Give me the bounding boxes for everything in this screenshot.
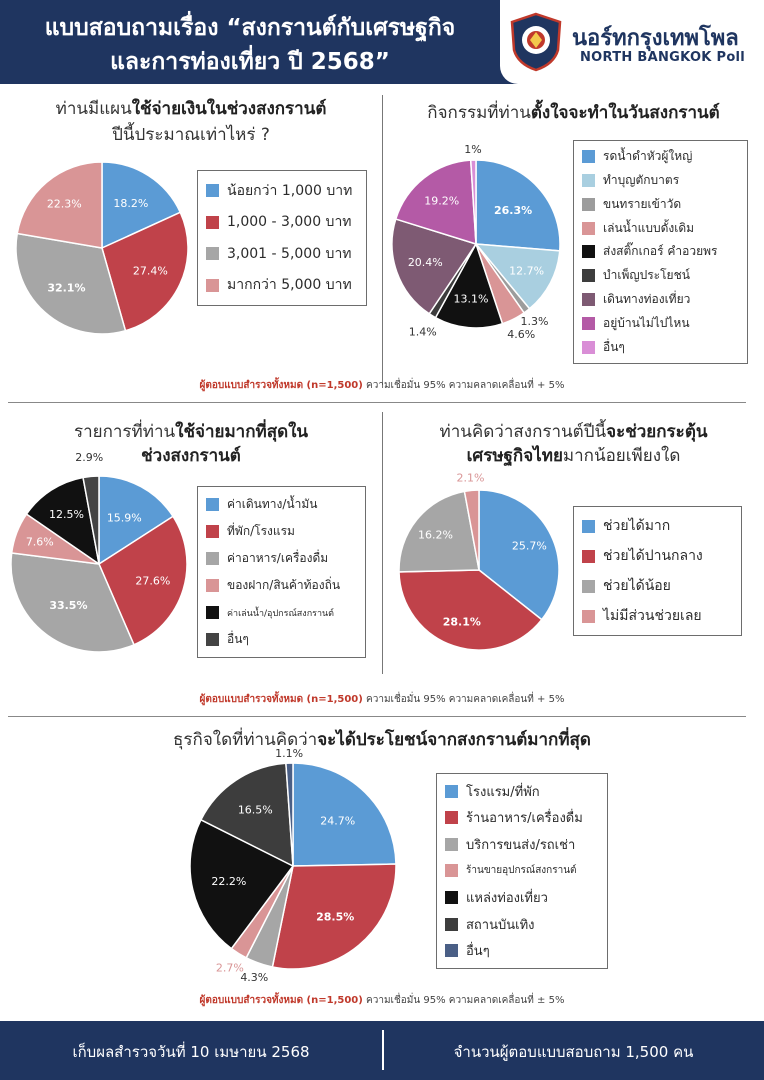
legend-label: 3,001 - 5,000 บาท	[227, 245, 352, 262]
horizontal-divider-2	[8, 716, 746, 717]
legend-swatch	[582, 341, 595, 354]
legend-item-activities-3	[582, 216, 694, 240]
pie-label-activities-4: 13.1%	[453, 292, 489, 306]
legend-swatch	[445, 838, 458, 851]
legend-economy-boost	[573, 506, 742, 636]
legend-label: ค่าอาหาร/เครื่องดื่ม	[227, 551, 329, 565]
section-title-top-expense: รายการที่ท่านใช้จ่ายมากที่สุดใน ช่วงสงกรานต์	[73, 422, 309, 466]
legend-label: ส่งสติ๊กเกอร์ คำอวยพร	[603, 244, 718, 259]
brand-name-thai: นอร์ทกรุงเทพโพล	[572, 26, 739, 51]
legend-swatch	[206, 552, 219, 565]
legend-label: ทำบุญตักบาตร	[603, 173, 680, 188]
legend-label: สถานบันเทิง	[466, 917, 535, 933]
legend-label: 1,000 - 3,000 บาท	[227, 214, 352, 231]
pie-label-beneficiary-1: 28.5%	[316, 910, 355, 924]
legend-label: ช่วยได้ปานกลาง	[603, 548, 703, 564]
pie-label-spending-1: 27.4%	[132, 264, 168, 278]
pie-label-activities-8: 1%	[464, 143, 482, 157]
pie-label-economy_boost-1: 28.1%	[442, 615, 481, 629]
legend-swatch	[206, 606, 219, 619]
pie-chart-activities	[384, 140, 574, 350]
survey-date: เก็บผลสำรวจวันที่ 10 เมษายน 2568	[72, 1043, 310, 1061]
legend-item-beneficiary-4	[445, 884, 548, 911]
legend-item-activities-0	[582, 145, 692, 169]
pie-label-top_expense-2: 33.5%	[49, 598, 88, 612]
pie-label-beneficiary-4: 22.2%	[211, 875, 247, 889]
legend-swatch	[206, 216, 219, 229]
respondent-count: จำนวนผู้ตอบแบบสอบถาม 1,500 คน	[453, 1043, 694, 1061]
legend-label: อยู่บ้านไม่ไปไหน	[603, 315, 690, 330]
legend-item-beneficiary-6	[445, 937, 490, 964]
legend-label: ของฝาก/สินค้าท้องถิ่น	[227, 578, 341, 592]
legend-swatch	[582, 550, 595, 563]
legend-swatch	[445, 785, 458, 798]
legend-item-top_expense-3	[206, 572, 340, 599]
legend-item-economy_boost-2	[582, 571, 671, 601]
legend-label: อื่นๆ	[466, 944, 490, 960]
pie-label-top_expense-1: 27.6%	[135, 574, 171, 588]
legend-swatch	[582, 317, 595, 330]
horizontal-divider-1	[8, 402, 746, 403]
pie-label-activities-7: 19.2%	[424, 194, 460, 208]
pie-label-economy_boost-3: 2.1%	[456, 471, 485, 485]
legend-swatch	[582, 222, 595, 235]
section-title-spending: ท่านมีแผนใช้จ่ายเงินในช่วงสงกรานต์ ปีนี้ประมาณเท่าไหร่ ?	[55, 99, 327, 145]
pie-label-activities-2: 1.3%	[520, 314, 549, 328]
pie-label-beneficiary-5: 16.5%	[237, 803, 273, 817]
section-title-activities: กิจกรรมที่ท่านตั้งใจจะทำในวันสงกรานต์	[427, 103, 720, 123]
legend-label: ขนทรายเข้าวัด	[603, 196, 682, 211]
legend-label: ร้านขายอุปกรณ์สงกรานต์	[466, 865, 577, 877]
legend-item-spending-1	[206, 207, 352, 239]
legend-label: เดินทางท่องเที่ยว	[603, 292, 691, 307]
vertical-divider-top	[382, 95, 383, 385]
pie-label-beneficiary-2: 4.3%	[240, 970, 269, 984]
legend-item-activities-1	[582, 169, 679, 193]
pie-label-economy_boost-2: 16.2%	[418, 528, 453, 542]
pie-chart-beneficiary	[186, 748, 406, 984]
legend-top-expense	[197, 486, 366, 658]
survey-note-3: ผู้ตอบแบบสำรวจทั้งหมด (n=1,500) ความเชื่อมั่น 95% ความคลาดเคลื่อนที่ ± 5%	[199, 995, 565, 1006]
legend-item-activities-7	[582, 311, 690, 335]
legend-swatch	[582, 174, 595, 187]
legend-swatch	[206, 184, 219, 197]
legend-swatch	[582, 245, 595, 258]
section-title-beneficiary: ธุรกิจใดที่ท่านคิดว่าจะได้ประโยชน์จากสงกรานต์มากที่สุด	[173, 730, 591, 750]
legend-label: เล่นน้ำแบบดั้งเดิม	[603, 220, 695, 235]
legend-item-activities-5	[582, 264, 690, 288]
legend-label: ช่วยได้มาก	[603, 518, 671, 534]
section-title-economy: ท่านคิดว่าสงกรานต์ปีนี้จะช่วยกระตุ้น เศรษฐกิจไทยมากน้อยเพียงใด	[439, 422, 708, 466]
pie-label-activities-0: 26.3%	[494, 203, 533, 217]
legend-label: อื่นๆ	[603, 339, 625, 354]
pie-label-spending-3: 22.3%	[46, 197, 82, 211]
pie-label-top_expense-5: 2.9%	[75, 451, 104, 465]
pie-label-top_expense-3: 7.6%	[25, 535, 54, 549]
pie-label-activities-5: 1.4%	[408, 325, 437, 339]
legend-swatch	[206, 525, 219, 538]
legend-swatch	[445, 891, 458, 904]
legend-swatch	[582, 150, 595, 163]
legend-item-activities-2	[582, 193, 681, 217]
legend-swatch	[582, 293, 595, 306]
pie-label-economy_boost-0: 25.7%	[511, 539, 547, 553]
legend-label: มากกว่า 5,000 บาท	[227, 277, 352, 294]
legend-activities	[573, 140, 748, 364]
brand-name-english: NORTH BANGKOK Poll	[580, 50, 746, 65]
legend-swatch	[206, 279, 219, 292]
university-seal-icon	[508, 12, 564, 72]
pie-chart-economy-boost	[384, 471, 574, 664]
legend-swatch	[206, 247, 219, 260]
legend-swatch	[582, 580, 595, 593]
legend-swatch	[582, 610, 595, 623]
legend-label: ร้านอาหาร/เครื่องดื่ม	[466, 811, 583, 827]
legend-swatch	[445, 864, 458, 877]
legend-label: รดน้ำดำหัวผู้ใหญ่	[603, 149, 693, 164]
legend-swatch	[582, 198, 595, 211]
pie-label-top_expense-0: 15.9%	[106, 511, 142, 525]
legend-item-top_expense-1	[206, 518, 295, 545]
legend-label: บำเพ็ญประโยชน์	[603, 268, 690, 283]
legend-label: อื่นๆ	[227, 632, 249, 646]
pie-chart-top-expense	[0, 451, 196, 664]
legend-item-beneficiary-0	[445, 778, 540, 805]
legend-beneficiary	[436, 773, 608, 969]
legend-item-beneficiary-5	[445, 911, 535, 938]
legend-label: ช่วยได้น้อย	[603, 578, 671, 594]
header-banner	[0, 0, 764, 84]
legend-label: บริการขนส่ง/รถเช่า	[466, 837, 576, 853]
legend-swatch	[445, 811, 458, 824]
survey-title-line1: แบบสอบถามเรื่อง “สงกรานต์กับเศรษฐกิจ	[44, 15, 456, 41]
legend-swatch	[582, 269, 595, 282]
legend-label: น้อยกว่า 1,000 บาท	[227, 182, 353, 199]
pie-label-activities-3: 4.6%	[507, 328, 536, 342]
legend-item-top_expense-0	[206, 491, 317, 518]
legend-label: ไม่มีส่วนช่วยเลย	[603, 608, 702, 624]
legend-item-activities-6	[582, 288, 690, 312]
survey-note-1: ผู้ตอบแบบสำรวจทั้งหมด (n=1,500) ความเชื่อมั่น 95% ความคลาดเคลื่อนที่ + 5%	[199, 380, 565, 391]
legend-item-spending-2	[206, 238, 352, 270]
pie-label-spending-0: 18.2%	[113, 197, 149, 211]
pie-label-spending-2: 32.1%	[47, 281, 86, 295]
legend-swatch	[206, 579, 219, 592]
pie-label-beneficiary-0: 24.7%	[320, 814, 356, 828]
legend-item-activities-4	[582, 240, 718, 264]
legend-label: โรงแรม/ที่พัก	[466, 784, 540, 800]
legend-item-beneficiary-1	[445, 805, 583, 832]
survey-note-2: ผู้ตอบแบบสำรวจทั้งหมด (n=1,500) ความเชื่อมั่น 95% ความคลาดเคลื่อนที่ + 5%	[199, 694, 565, 705]
survey-title-line2: และการท่องเที่ยว ปี 2568”	[110, 49, 390, 75]
legend-label: ที่พัก/โรงแรม	[227, 524, 295, 538]
pie-label-beneficiary-3: 2.7%	[215, 961, 244, 975]
legend-swatch	[582, 520, 595, 533]
legend-label: แหล่งท่องเที่ยว	[466, 891, 548, 907]
pie-label-activities-1: 12.7%	[509, 264, 545, 278]
legend-item-beneficiary-3	[445, 858, 577, 885]
pie-label-beneficiary-6: 1.1%	[275, 746, 304, 760]
legend-item-economy_boost-1	[582, 541, 703, 571]
legend-item-top_expense-2	[206, 545, 328, 572]
footer-banner	[0, 1021, 764, 1080]
legend-item-beneficiary-2	[445, 831, 575, 858]
legend-swatch	[445, 918, 458, 931]
legend-label: ค่าเดินทาง/น้ำมัน	[227, 497, 318, 511]
legend-item-activities-8	[582, 335, 625, 359]
legend-item-economy_boost-3	[582, 601, 702, 631]
pie-label-activities-6: 20.4%	[407, 255, 443, 269]
legend-swatch	[445, 944, 458, 957]
legend-item-top_expense-5	[206, 626, 249, 653]
legend-item-spending-0	[206, 175, 352, 207]
legend-spending	[197, 170, 367, 306]
pie-label-top_expense-4: 12.5%	[49, 507, 84, 521]
legend-item-top_expense-4	[206, 599, 334, 626]
legend-item-economy_boost-0	[582, 511, 670, 541]
legend-swatch	[206, 498, 219, 511]
legend-label: ค่าเล่นน้ำ/อุปกรณ์สงกรานต์	[227, 608, 335, 619]
legend-item-spending-3	[206, 270, 352, 302]
pie-chart-spending	[0, 150, 200, 350]
legend-swatch	[206, 633, 219, 646]
